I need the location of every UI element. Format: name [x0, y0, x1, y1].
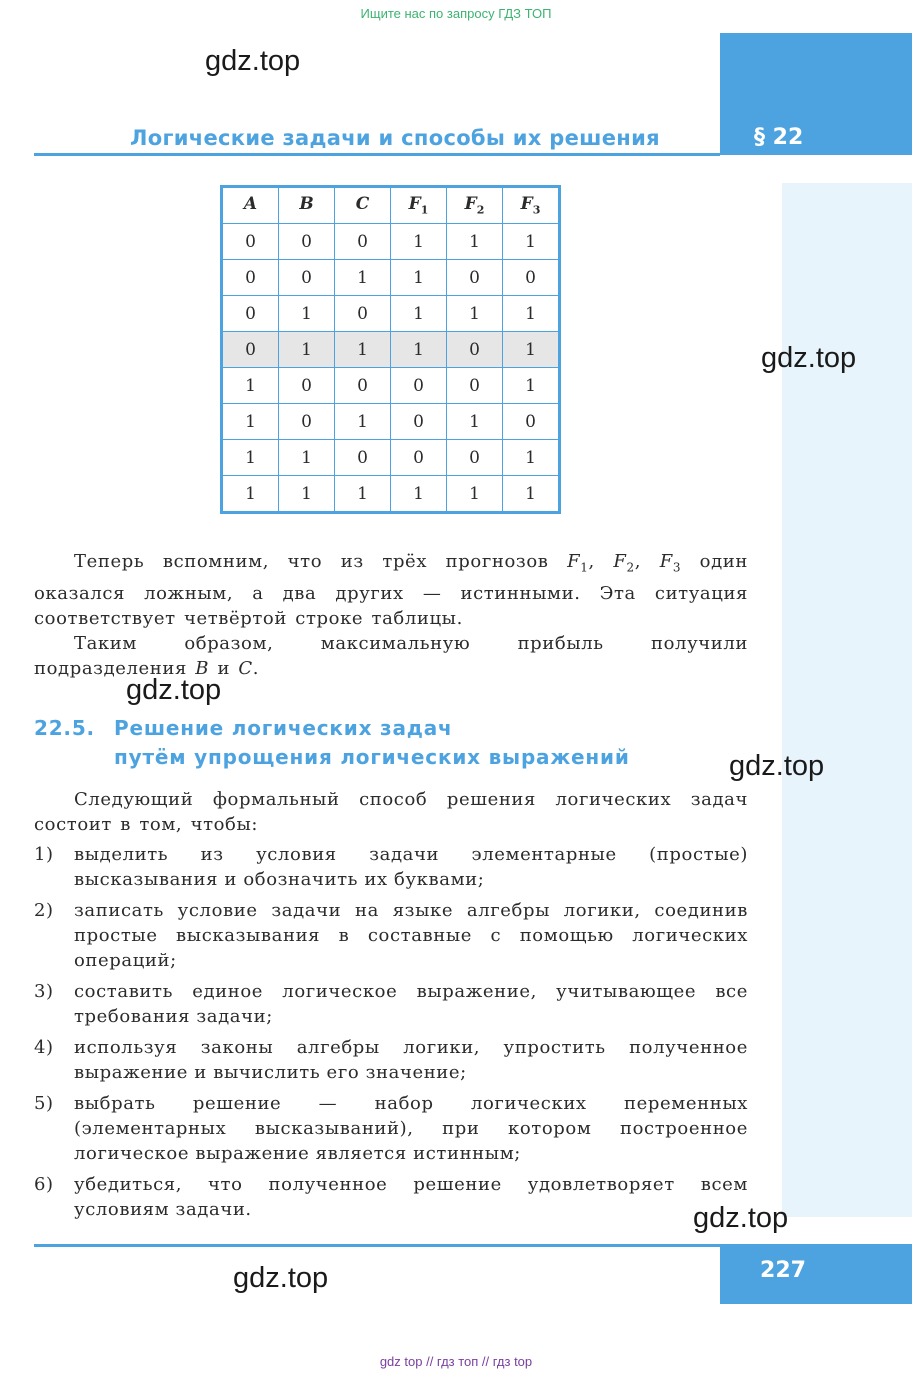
- table-cell: 1: [335, 260, 391, 296]
- bottom-links[interactable]: gdz top // гдз топ // гдз top: [379, 1354, 533, 1369]
- subsection-number: 22.5.: [34, 716, 95, 740]
- list-item-text: выделить из условия задачи элементарные (простые) высказывания и обозначить их буквами;: [74, 844, 748, 890]
- table-cell: 1: [222, 476, 279, 513]
- table-cell: 1: [279, 296, 335, 332]
- list-item: [34, 979, 748, 1029]
- table-cell: 0: [222, 260, 279, 296]
- table-cell: 1: [503, 440, 560, 476]
- table-cell: 0: [503, 260, 560, 296]
- running-header-title: Логические задачи и способы их решения: [130, 126, 660, 150]
- table-cell: 1: [447, 224, 503, 260]
- header-rule: [34, 153, 720, 156]
- list-item-text: составить единое логическое выражение, учитывающее все требования задачи;: [74, 981, 748, 1027]
- table-cell: 1: [279, 440, 335, 476]
- watermark: gdz.top: [126, 674, 222, 706]
- watermark: gdz.top: [205, 45, 301, 77]
- header-cell: C: [335, 187, 391, 224]
- table-cell: 0: [222, 332, 279, 368]
- table-cell: 0: [503, 404, 560, 440]
- subsection-title-line1: Решение логических задач: [114, 716, 453, 740]
- side-margin-strip: [782, 183, 912, 1217]
- table-cell: 1: [503, 476, 560, 513]
- table-cell: 0: [335, 296, 391, 332]
- table-row: [222, 368, 560, 404]
- list-item-text: записать условие задачи на языке алгебры логики, соединив простые высказывания в составные с помощью логических операций;: [74, 900, 748, 971]
- table-row: [222, 404, 560, 440]
- truth-table: [220, 185, 561, 514]
- list-item: [34, 842, 748, 892]
- table-cell: 0: [222, 296, 279, 332]
- table-cell: 0: [335, 224, 391, 260]
- watermark: gdz.top: [233, 1262, 329, 1294]
- list-item-text: используя законы алгебры логики, упростить полученное выражение и вычислить его значение;: [74, 1037, 748, 1083]
- table-cell: 1: [391, 476, 447, 513]
- list-item: [34, 1172, 748, 1222]
- table-cell: 1: [335, 476, 391, 513]
- table-cell: 0: [391, 368, 447, 404]
- footer-rule: [34, 1244, 720, 1247]
- table-cell: 0: [279, 260, 335, 296]
- table-row: [222, 224, 560, 260]
- table-cell: 1: [335, 404, 391, 440]
- table-cell: 1: [447, 404, 503, 440]
- table-cell: 0: [447, 260, 503, 296]
- table-cell: 1: [503, 224, 560, 260]
- header-cell: $F_2$: [447, 187, 503, 224]
- table-row: [222, 440, 560, 476]
- header-cell: B: [279, 187, 335, 224]
- table-cell: 1: [335, 332, 391, 368]
- table-cell: 1: [279, 476, 335, 513]
- table-cell: 1: [503, 296, 560, 332]
- list-item-number: 3): [34, 981, 54, 1002]
- table-cell: 1: [391, 224, 447, 260]
- list-item-number: 5): [34, 1093, 54, 1114]
- list-item: [34, 1091, 748, 1166]
- table-cell: 0: [279, 404, 335, 440]
- table-cell: 1: [391, 296, 447, 332]
- table-cell: 1: [503, 368, 560, 404]
- table-cell: 0: [335, 368, 391, 404]
- header-cell: $F_1$: [391, 187, 447, 224]
- table-cell: 0: [391, 440, 447, 476]
- list-item-number: 4): [34, 1037, 54, 1058]
- table-cell: 0: [447, 332, 503, 368]
- list-item-text: выбрать решение — набор логических переменных (элементарных высказываний), при котором построенное логическое выражение является истинным;: [74, 1093, 748, 1164]
- table-cell: 1: [279, 332, 335, 368]
- paragraph-prediction: Теперь вспомним, что из трёх прогнозов $F_1$, $F_2$, $F_3$ один оказался ложным, а два других — истинными. Эта ситуация соответствует четвёртой строке таблицы. Таким образом, максимальную прибыль получили подразделения B и C.: [34, 551, 748, 679]
- subsection-heading: [34, 714, 630, 772]
- intro-paragraph: Следующий формальный способ решения логических задач состоит в том, чтобы:: [34, 789, 748, 835]
- table-cell: 1: [391, 332, 447, 368]
- watermark: gdz.top: [693, 1202, 789, 1234]
- table-cell: 1: [222, 404, 279, 440]
- table-cell: 0: [447, 440, 503, 476]
- subsection-title-line2: путём упрощения логических выражений: [114, 745, 630, 769]
- table-cell: 0: [279, 368, 335, 404]
- truth-table-header-row: [222, 187, 560, 224]
- page-number: 227: [760, 1258, 806, 1283]
- list-item: [34, 1035, 748, 1085]
- table-row: [222, 296, 560, 332]
- table-cell: 1: [222, 440, 279, 476]
- header-bar: [720, 33, 912, 155]
- table-cell: 1: [391, 260, 447, 296]
- steps-list: [34, 842, 748, 1228]
- top-banner[interactable]: Ищите нас по запросу ГДЗ ТОП: [360, 6, 552, 21]
- list-item-number: 6): [34, 1174, 54, 1195]
- table-cell: 0: [391, 404, 447, 440]
- table-row: [222, 476, 560, 513]
- header-cell: $F_3$: [503, 187, 560, 224]
- list-item-number: 2): [34, 900, 54, 921]
- table-cell: 1: [447, 476, 503, 513]
- list-item-text: убедиться, что полученное решение удовлетворяет всем условиям задачи.: [74, 1174, 748, 1220]
- list-item: [34, 898, 748, 973]
- watermark: gdz.top: [729, 750, 825, 782]
- table-cell: 0: [447, 368, 503, 404]
- table-cell: 0: [335, 440, 391, 476]
- table-cell: 1: [503, 332, 560, 368]
- table-cell: 0: [279, 224, 335, 260]
- list-item-number: 1): [34, 844, 54, 865]
- watermark: gdz.top: [761, 342, 857, 374]
- table-cell: 0: [222, 224, 279, 260]
- table-cell: 1: [447, 296, 503, 332]
- header-cell: A: [222, 187, 279, 224]
- table-row: [222, 332, 560, 368]
- table-cell: 1: [222, 368, 279, 404]
- section-number: § 22: [754, 125, 804, 150]
- table-row: [222, 260, 560, 296]
